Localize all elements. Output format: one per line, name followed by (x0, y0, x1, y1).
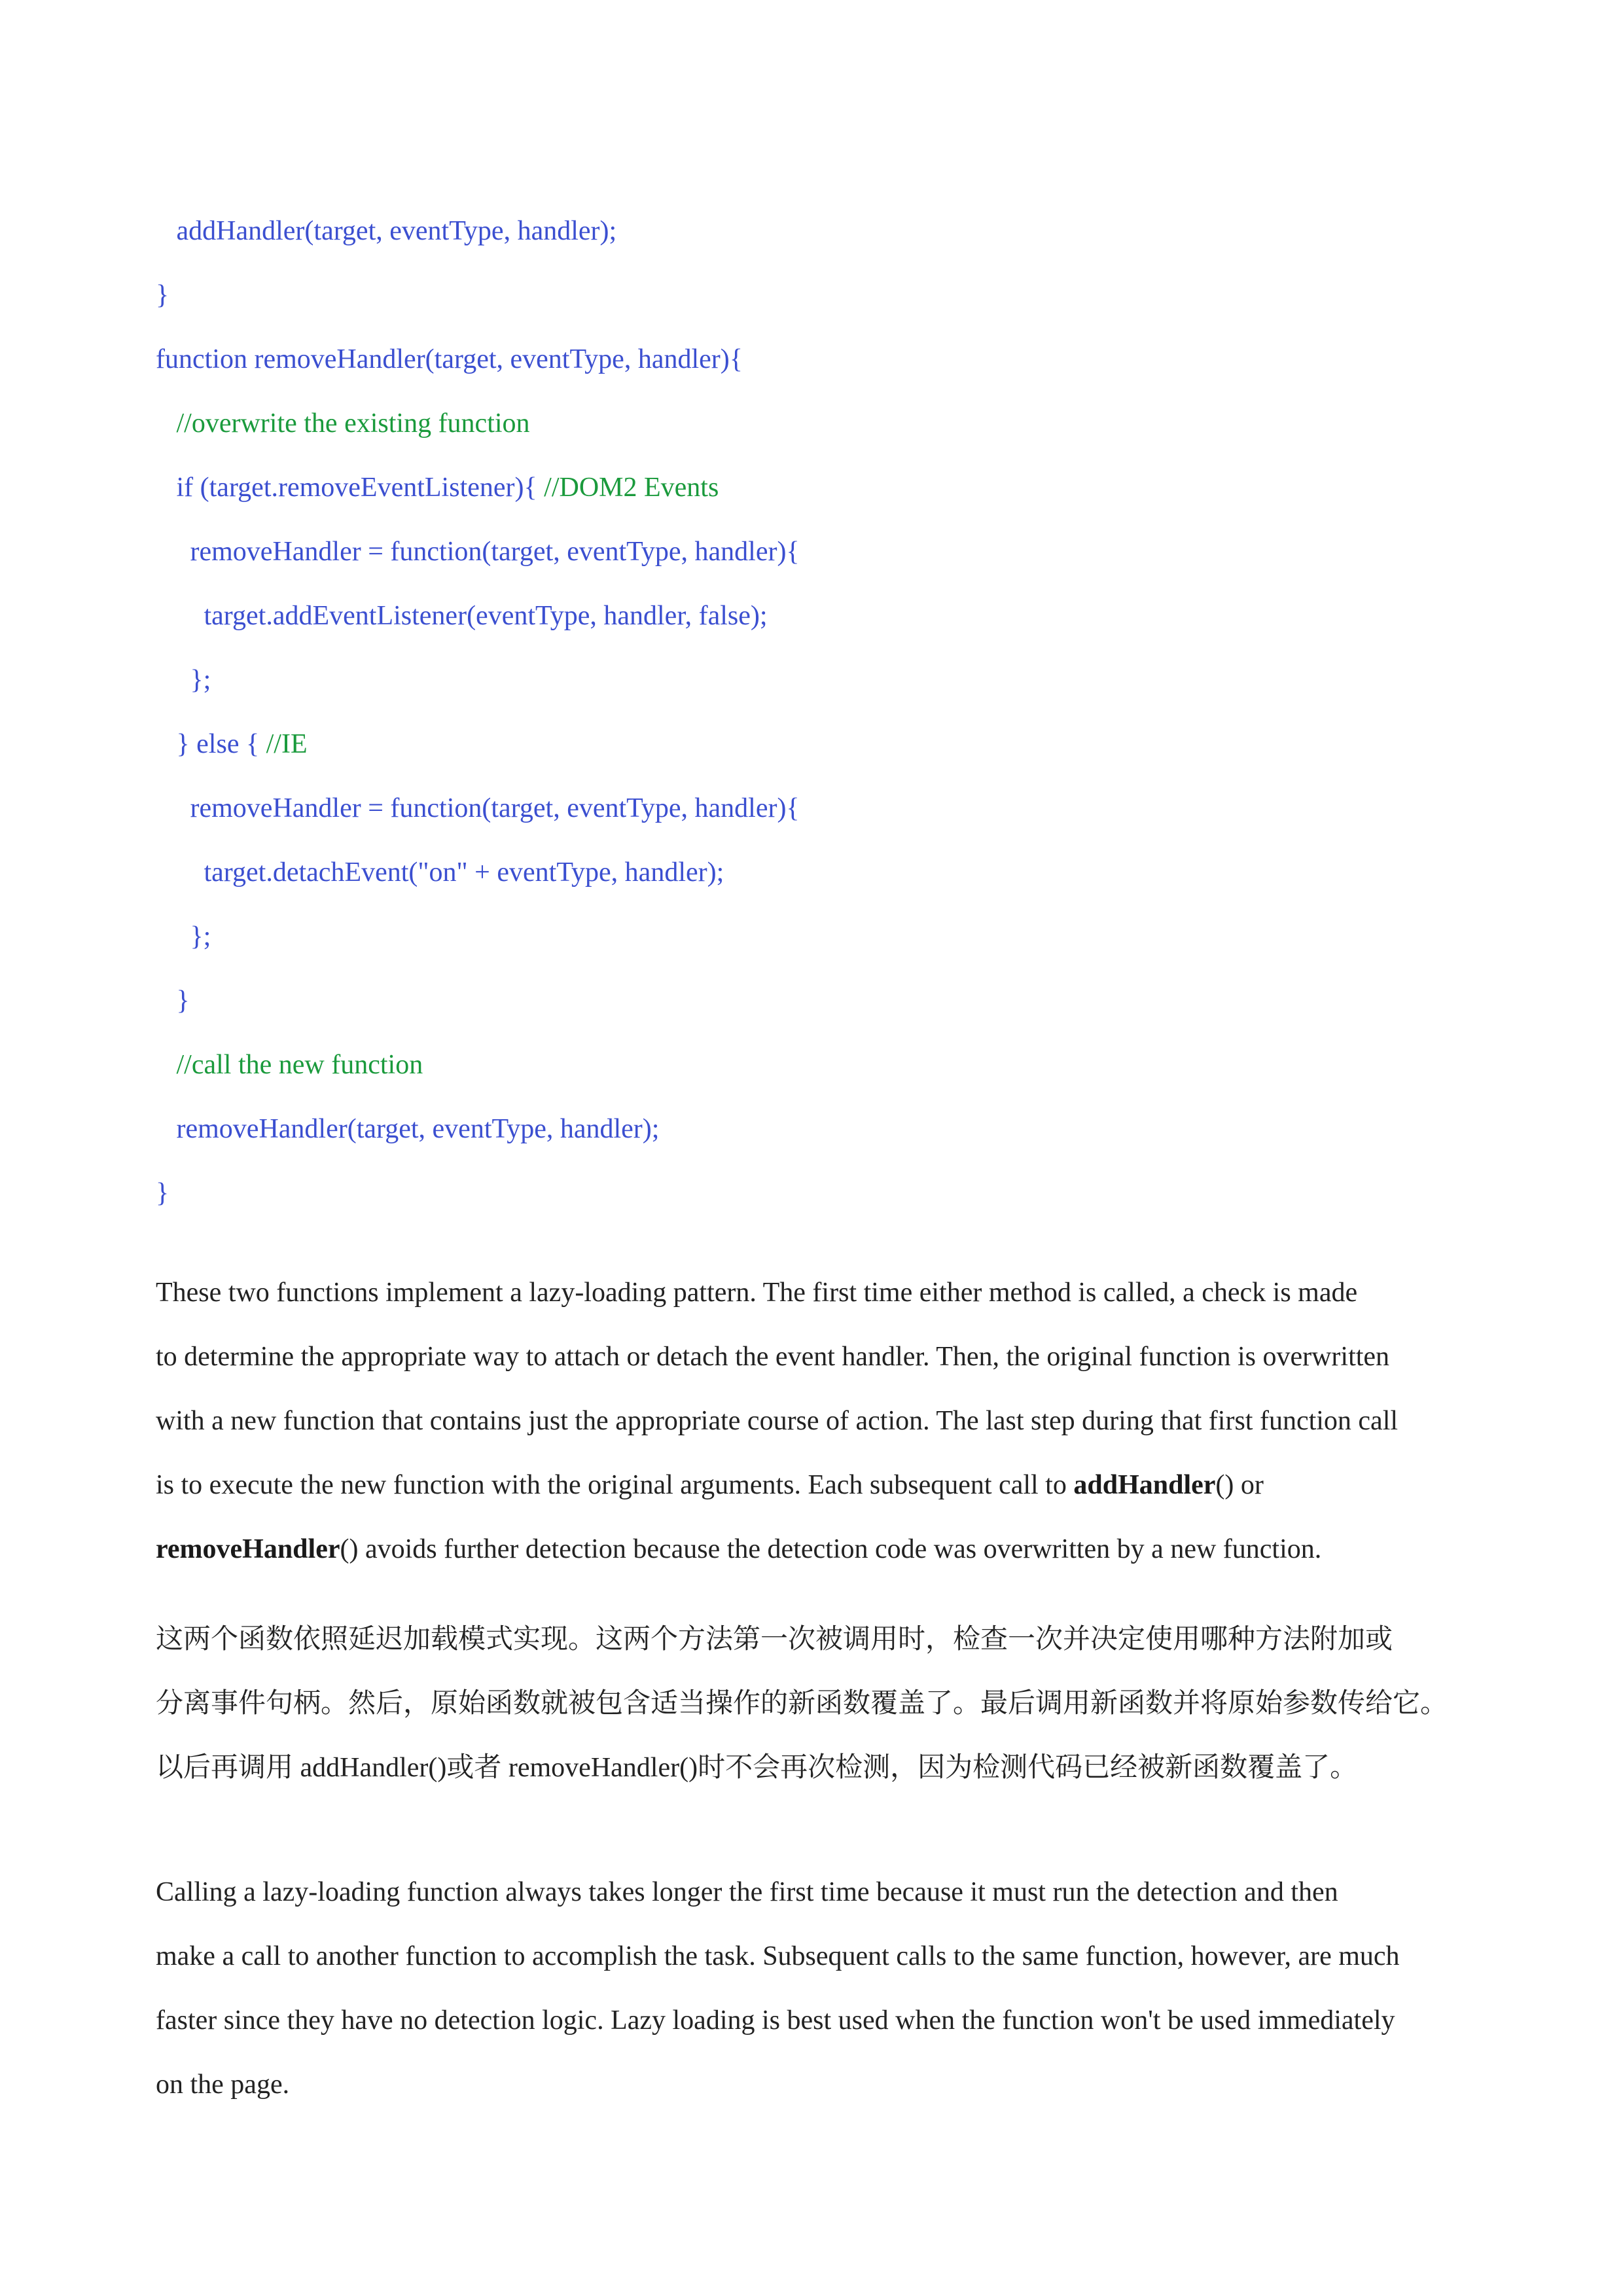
code-comment: //call the new function (176, 1050, 423, 1080)
code-line (156, 852, 800, 916)
paragraph-chinese-translation (156, 1607, 1471, 1800)
code-line (156, 339, 800, 403)
text-line: 分离事件句柄。然后，原始函数就被包含适当操作的新函数覆盖了。最后调用新函数并将原始参数传给它。 (156, 1689, 1448, 1719)
text-line: These two functions implement a lazy-loading pattern. The first time either method is called, a check is made (156, 1278, 1358, 1308)
code-text: } (176, 986, 190, 1016)
code-text: } (156, 280, 169, 310)
text-run: () or (1215, 1470, 1264, 1500)
bold-code-name: removeHandler (156, 1534, 340, 1564)
code-block (156, 211, 800, 1237)
code-indent (156, 601, 204, 631)
text-line: Calling a lazy-loading function always takes longer the first time because it must run the detection and then (156, 1877, 1338, 1907)
code-line (156, 1045, 800, 1109)
code-comment: //DOM2 Events (544, 473, 719, 503)
code-indent (156, 729, 177, 759)
code-indent (156, 216, 177, 246)
code-indent (156, 473, 177, 503)
text-line: faster since they have no detection logic. Lazy loading is best used when the function won't be used immediately (156, 2005, 1395, 2036)
text-run: () avoids further detection because the detection code was overwritten by a new function. (340, 1534, 1322, 1564)
text-line: to determine the appropriate way to attach or detach the event handler. Then, the original function is overwritten (156, 1342, 1390, 1372)
code-text: removeHandler = function(target, eventType, handler){ (190, 793, 800, 823)
code-comment: //overwrite the existing function (176, 408, 530, 439)
code-indent (156, 408, 177, 439)
bold-code-name: addHandler (1073, 1470, 1216, 1500)
code-line (156, 916, 800, 980)
text-line: make a call to another function to accomplish the task. Subsequent calls to the same function, however, are much (156, 1941, 1400, 1971)
code-text: removeHandler = function(target, eventType, handler){ (190, 537, 800, 567)
code-text: }; (190, 665, 211, 695)
code-line (156, 724, 800, 788)
code-line (156, 403, 800, 467)
code-text: function removeHandler(target, eventType, handler){ (156, 344, 743, 374)
code-indent (156, 986, 177, 1016)
code-text: } (156, 1178, 169, 1208)
code-indent (156, 857, 204, 888)
code-line (156, 275, 800, 339)
code-indent (156, 1050, 177, 1080)
text-line (156, 1517, 1471, 1581)
code-text: target.addEventListener(eventType, handler, false); (204, 601, 768, 631)
code-line (156, 211, 800, 275)
code-line (156, 1173, 800, 1237)
code-text: } else { (176, 729, 266, 759)
paragraph-lazy-loading-cost (156, 1860, 1471, 2117)
text-run: is to execute the new function with the original arguments. Each subsequent call to (156, 1470, 1074, 1500)
code-indent (156, 665, 190, 695)
code-indent (156, 793, 190, 823)
text-line: on the page. (156, 2070, 290, 2100)
code-line (156, 1109, 800, 1173)
code-line (156, 467, 800, 531)
code-line (156, 660, 800, 724)
text-line: 这两个函数依照延迟加载模式实现。这两个方法第一次被调用时，检查一次并决定使用哪种方法附加或 (156, 1624, 1393, 1655)
paragraph-lazy-loading-explanation (156, 1261, 1471, 1581)
code-text: removeHandler(target, eventType, handler); (176, 1114, 660, 1144)
code-indent (156, 537, 190, 567)
text-line: 以后再调用 addHandler()或者 removeHandler()时不会再次检测，因为检测代码已经被新函数覆盖了。 (156, 1753, 1358, 1783)
code-line (156, 531, 800, 596)
code-indent (156, 922, 190, 952)
text-line: with a new function that contains just the appropriate course of action. The last step during that first function call (156, 1406, 1399, 1436)
text-line (156, 1453, 1471, 1517)
code-text: if (target.removeEventListener){ (176, 473, 544, 503)
code-comment: //IE (266, 729, 308, 759)
code-indent (156, 1114, 177, 1144)
code-line (156, 788, 800, 852)
code-text: addHandler(target, eventType, handler); (176, 216, 617, 246)
code-text: }; (190, 922, 211, 952)
code-text: target.detachEvent("on" + eventType, handler); (204, 857, 724, 888)
code-line (156, 980, 800, 1045)
code-line (156, 596, 800, 660)
